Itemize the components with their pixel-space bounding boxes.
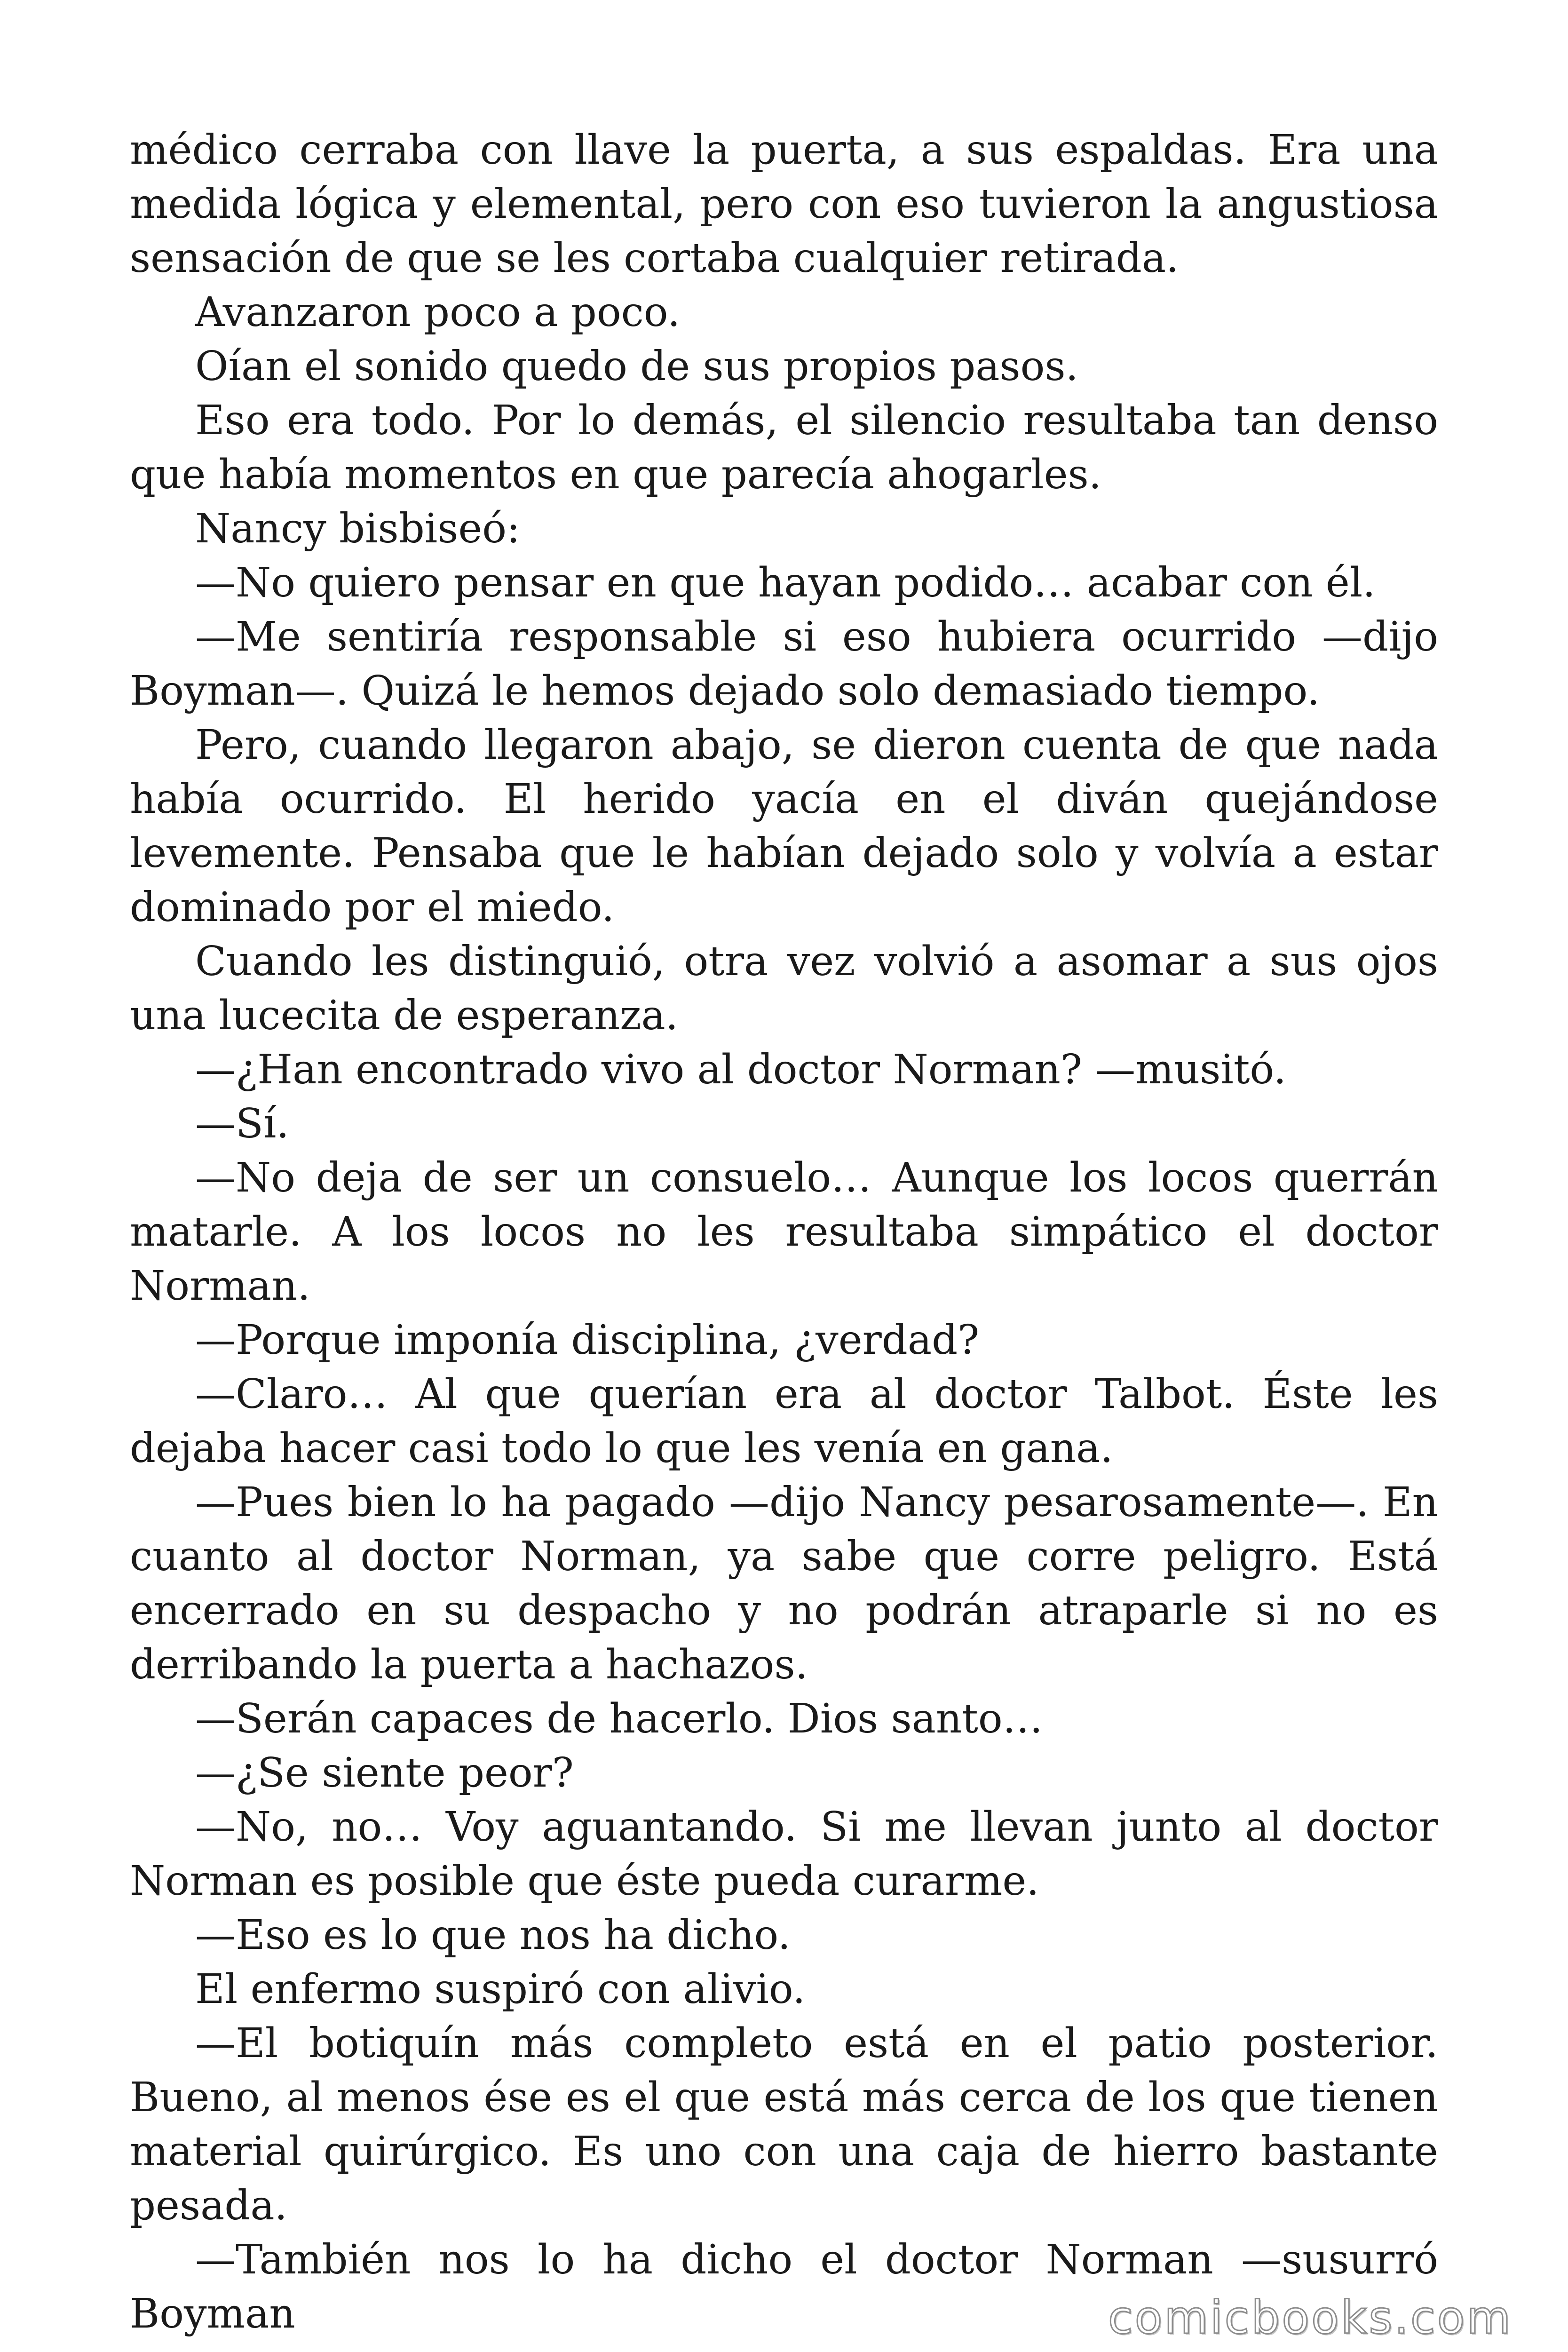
paragraph: —No quiero pensar en que hayan podido… acabar con él. [195, 559, 1376, 606]
paragraph: Cuando les distinguió, otra vez volvió a asomar a sus ojos una lucecita de esperanza. [130, 938, 1438, 1039]
paragraph: —Porque imponía disciplina, ¿verdad? [195, 1317, 980, 1364]
book-page-text [130, 123, 1438, 2341]
paragraph: Eso era todo. Por lo demás, el silencio resultaba tan denso que había momentos en que parecía ahogarles. [130, 397, 1438, 498]
paragraph: —Sí. [195, 1100, 289, 1147]
paragraph: —No deja de ser un consuelo… Aunque los locos querrán matarle. A los locos no les resultaba simpático el doctor Norman. [130, 1154, 1438, 1310]
paragraph: —Claro… Al que querían era al doctor Talbot. Éste les dejaba hacer casi todo lo que les venía en gana. [130, 1371, 1438, 1472]
paragraph: Nancy bisbiseó: [195, 505, 521, 552]
watermark-logo: comicbooks.com [1108, 2291, 1513, 2344]
paragraph: —Eso es lo que nos ha dicho. [195, 1912, 791, 1959]
paragraph: —No, no… Voy aguantando. Si me llevan junto al doctor Norman es posible que éste pueda curarme. [130, 1804, 1438, 1905]
paragraph: —Serán capaces de hacerlo. Dios santo… [195, 1695, 1043, 1742]
paragraph: —El botiquín más completo está en el patio posterior. Bueno, al menos ése es el que está más cerca de los que tienen material quirúrgico. Es uno con una caja de hierro bastante pesada. [130, 2020, 1438, 2229]
paragraph: —Pues bien lo ha pagado —dijo Nancy pesarosamente—. En cuanto al doctor Norman, ya sabe que corre peligro. Está encerrado en su despacho y no podrán atraparle si no es derribando la puerta a hachazos. [130, 1479, 1438, 1688]
paragraph: —También nos lo ha dicho el doctor Norman —susurró Boyman [130, 2236, 1438, 2337]
paragraph: —¿Han encontrado vivo al doctor Norman? —musitó. [195, 1046, 1287, 1093]
paragraph: Avanzaron poco a poco. [195, 289, 681, 336]
paragraph: El enfermo suspiró con alivio. [195, 1966, 806, 2013]
paragraph: médico cerraba con llave la puerta, a sus espaldas. Era una medida lógica y elemental, pero con eso tuvieron la angustiosa sensación de que se les cortaba cualquier retirada. [130, 127, 1438, 282]
paragraph: —Me sentiría responsable si eso hubiera ocurrido —dijo Boyman—. Quizá le hemos dejado solo demasiado tiempo. [130, 613, 1438, 715]
paragraph: —¿Se siente peor? [195, 1749, 574, 1796]
paragraph: Oían el sonido quedo de sus propios pasos. [195, 343, 1078, 390]
paragraph: Pero, cuando llegaron abajo, se dieron cuenta de que nada había ocurrido. El herido yacía en el diván quejándose levemente. Pensaba que le habían dejado solo y volvía a estar dominado por el miedo. [130, 722, 1438, 931]
